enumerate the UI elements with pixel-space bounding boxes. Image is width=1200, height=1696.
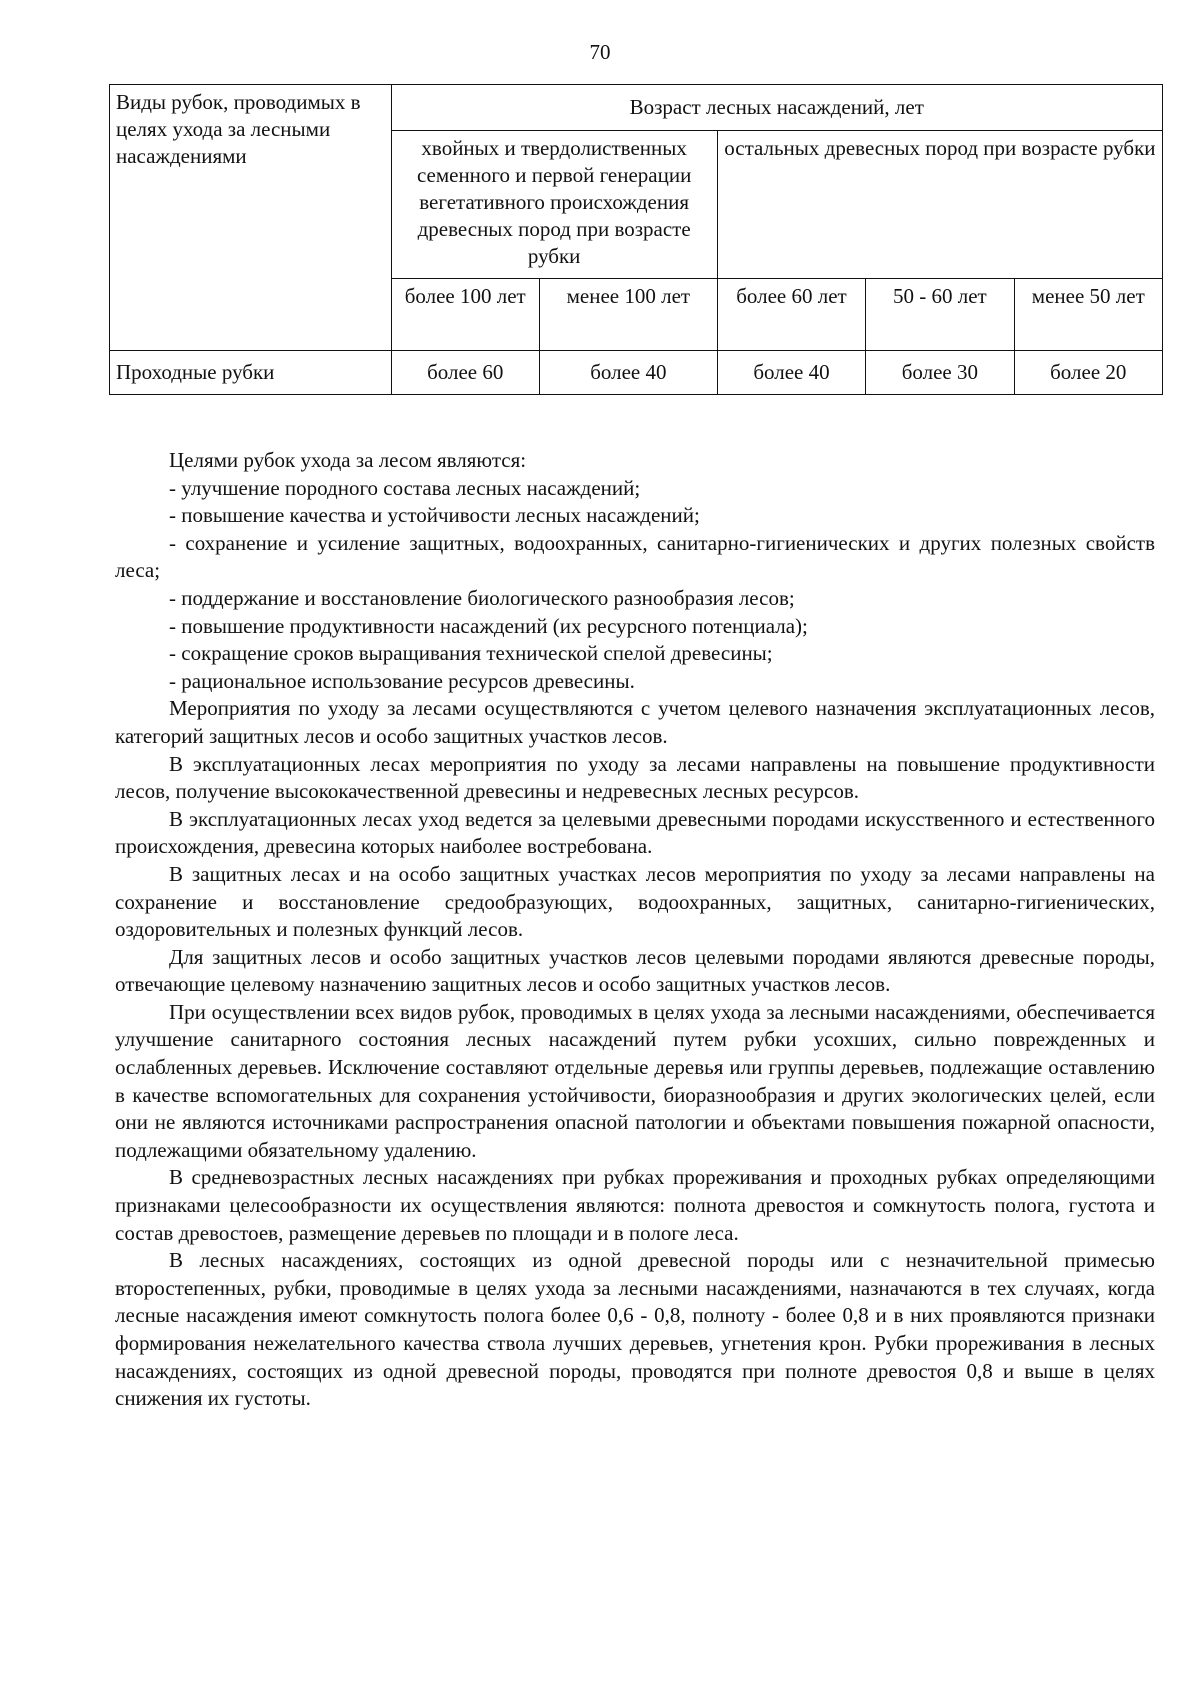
goal-item: - рациональное использование ресурсов древесины. [169,668,635,693]
header-cut-types: Виды рубок, проводимых в целях ухода за лесными насаждениями [110,85,392,351]
paragraph: В лесных насаждениях, состоящих из одной древесной породы или с незначительной примесью второстепенных, рубки, проводимые в целях ухода за лесными насаждениями, назначаются в тех случаях, когда лесные насаждения имеют сомкнутость полога более 0,6 - 0,8, полноту - более 0,8 и в них проявляются признаки формирования нежелательного качества ствола лучших деревьев, угнетения крон. Рубки прореживания в лесных насаждениях, состоящих из одной древесной породы, проводятся при полноте древостоя 0,8 и выше в целях снижения их густоты. [115,1248,1155,1411]
goal-item: - повышение качества и устойчивости лесных насаждений; [169,503,700,528]
page-number: 70 [589,40,611,64]
row-label: Проходные рубки [110,351,392,395]
goal-item: - сохранение и усиление защитных, водоохранных, санитарно-гигиенических и других полезных свойств леса; [115,530,1155,583]
subheader-under-100: менее 100 лет [539,279,717,351]
paragraph: В защитных лесах и на особо защитных участках лесов мероприятия по уходу за лесами направлены на сохранение и восстановление средообразующих, водоохранных, защитных, санитарно-гигиенических, оздоровительных и полезных функций лесов. [115,861,1155,942]
paragraph: В эксплуатационных лесах уход ведется за целевыми древесными породами искусственного и естественного происхождения, древесина которых наиболее востребована. [115,806,1155,859]
paragraph: В средневозрастных лесных насаждениях при рубках прореживания и проходных рубках определяющими признаками целесообразности их осуществления являются: полнота древостоя и сомкнутость полога, густота и состав древостоев, размещение деревьев по площади и в пологе леса. [115,1165,1155,1245]
goals-intro: Целями рубок ухода за лесом являются: [169,448,527,472]
subheader-over-60: более 60 лет [717,279,865,351]
header-stand-age: Возраст лесных насаждений, лет [391,85,1162,131]
table-cell: более 40 [717,351,865,395]
subheader-over-100: более 100 лет [391,279,539,351]
table-cell: более 40 [539,351,717,395]
paragraph: При осуществлении всех видов рубок, проводимых в целях ухода за лесными насаждениями, обеспечивается улучшение санитарного состояния лесных насаждений путем рубки усохших, сильно поврежденных и ослабленных деревьев. Исключение составляют отдельные деревья или группы деревьев, подлежащие оставлению в качестве вспомогательных для сохранения устойчивости, биоразнообразия и других экологических целей, если они не являются источниками распространения опасной патологии и объектами повышения пожарной опасности, подлежащими обязательному удалению. [115,999,1155,1162]
header-other-species-group: остальных древесных пород при возрасте рубки [717,131,1162,279]
header-conifer-group: хвойных и твердолиственных семенного и первой генерации вегетативного происхождения древесных пород при возрасте рубки [391,131,717,279]
table-row [110,351,1163,395]
goal-item: - поддержание и восстановление биологического разнообразия лесов; [169,585,795,610]
subheader-under-50: менее 50 лет [1014,279,1162,351]
table-cell: более 20 [1014,351,1162,395]
subheader-50-60: 50 - 60 лет [866,279,1014,351]
forest-care-table [109,84,1163,395]
paragraph: Для защитных лесов и особо защитных участков лесов целевыми породами являются древесные породы, отвечающие целевому назначению защитных лесов и особо защитных участков лесов. [115,944,1155,997]
table-cell: более 30 [866,351,1014,395]
goal-item: - улучшение породного состава лесных насаждений; [169,475,641,500]
paragraph: В эксплуатационных лесах мероприятия по уходу за лесами направлены на повышение продуктивности лесов, получение высококачественной древесины и недревесных лесных ресурсов. [115,751,1155,804]
goal-item: - повышение продуктивности насаждений (их ресурсного потенциала); [169,613,808,638]
table-cell: более 60 [391,351,539,395]
body-text [115,447,1155,1413]
goal-item: - сокращение сроков выращивания технической спелой древесины; [169,641,773,666]
paragraph: Мероприятия по уходу за лесами осуществляются с учетом целевого назначения эксплуатационных лесов, категорий защитных лесов и особо защитных участков лесов. [115,696,1155,748]
